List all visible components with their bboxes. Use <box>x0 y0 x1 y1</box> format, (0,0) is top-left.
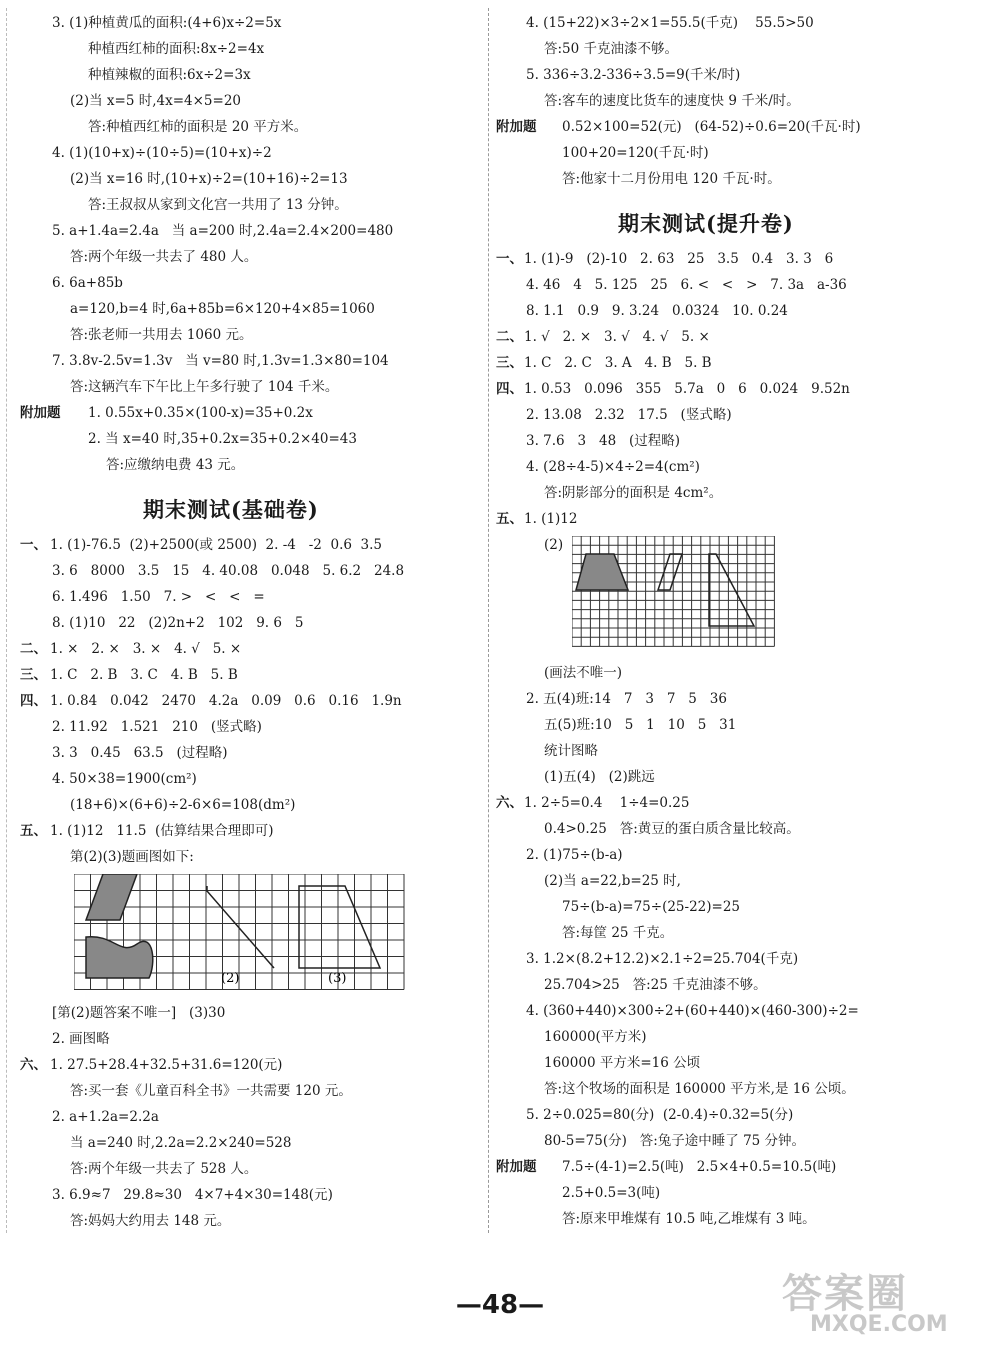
text-line: 80-5=75(分) 答:兔子途中睡了 75 分钟。 <box>544 1133 806 1149</box>
text-line: 1. √ 2. × 3. √ 4. √ 5. × <box>524 329 710 345</box>
text-line: 4. (28÷4-5)×4÷2=4(cm²) <box>526 459 700 475</box>
page-number: —48— <box>455 1290 545 1320</box>
section-title: 期末测试(提升卷) <box>618 211 794 236</box>
text-line: 4. 46 4 5. 125 25 6. < < > 7. 3a a-36 <box>526 277 847 293</box>
text-line: 4. 50×38=1900(cm²) <box>52 771 197 787</box>
text-line: 1. 0.84 0.042 2470 4.2a 0.09 0.6 0.16 1.9n <box>50 693 402 709</box>
text-line: 4. (1)(10+x)÷(10÷5)=(10+x)÷2 <box>52 145 272 161</box>
text-line: 3. 3 0.45 63.5 (过程略) <box>52 745 228 761</box>
text-line: 5. 2÷0.025=80(分) (2-0.4)÷0.32=5(分) <box>526 1107 794 1123</box>
text-line: (18+6)×(6+6)÷2-6×6=108(dm²) <box>70 797 296 813</box>
section-label: 五、 <box>496 511 523 527</box>
text-line: 答:两个年级一共去了 528 人。 <box>70 1161 258 1177</box>
fujia-label: 附加题 <box>496 1159 537 1175</box>
section-label: 六、 <box>496 795 523 811</box>
text-line: 答:应缴纳电费 43 元。 <box>106 457 245 473</box>
text-line: 2. 画图略 <box>52 1031 110 1047</box>
grid-figure <box>74 874 424 996</box>
text-line: 1. (1)12 11.5 (估算结果合理即可) <box>50 823 274 839</box>
text-line: (画法不唯一) <box>544 665 623 681</box>
grid-label-2: (2) <box>221 971 240 986</box>
section-label: 一、 <box>20 537 47 553</box>
text-line: 答:这个牧场的面积是 160000 平方米,是 16 公顷。 <box>544 1081 855 1097</box>
text-line: 75÷(b-a)=75÷(25-22)=25 <box>562 899 741 915</box>
text-line: 8. (1)10 22 (2)2n+2 102 9. 6 5 <box>52 615 304 631</box>
text-line: 种植西红柿的面积:8x÷2=4x <box>88 41 265 57</box>
text-line: 1. C 2. C 3. A 4. B 5. B <box>524 355 712 371</box>
text-line: 答:妈妈大约用去 148 元。 <box>70 1213 231 1229</box>
text-line: 答:每筐 25 千克。 <box>562 925 674 941</box>
text-line: 3. 1.2×(8.2+12.2)×2.1÷2=25.704(千克) <box>526 951 799 967</box>
text-line: 1. (1)12 <box>524 511 578 527</box>
section-label: 五、 <box>20 823 47 839</box>
text-line: 统计图略 <box>544 743 598 759</box>
text-line: 100+20=120(千瓦·时) <box>562 145 709 161</box>
text-line: 160000 平方米=16 公顷 <box>544 1055 701 1071</box>
watermark-url: MXQE.COM <box>810 1312 948 1337</box>
grid-figure <box>572 536 792 652</box>
text-line: 5. a+1.4a=2.4a 当 a=200 时,2.4a=2.4×200=480 <box>52 223 394 239</box>
shaded-curved-shape <box>86 937 153 978</box>
watermark-logo <box>782 1262 982 1342</box>
text-line: 1. (1)-76.5 (2)+2500(或 2500) 2. -4 -2 0.6 3.5 <box>50 537 383 553</box>
shaded-trapezoid <box>576 554 628 590</box>
section-label: 一、 <box>496 251 523 267</box>
text-line: 第(2)(3)题画图如下: <box>70 849 194 865</box>
text-line: 答:原来甲堆煤有 10.5 吨,乙堆煤有 3 吨。 <box>562 1211 816 1227</box>
text-line: 答:客车的速度比货车的速度快 9 千米/时。 <box>544 93 800 109</box>
text-line: 1. 0.53 0.096 355 5.7a 0 6 0.024 9.52n <box>524 381 850 397</box>
text-line: 7. 3.8v-2.5v=1.3v 当 v=80 时,1.3v=1.3×80=104 <box>52 353 389 369</box>
text-line: 7.5÷(4-1)=2.5(吨) 2.5×4+0.5=10.5(吨) <box>562 1159 837 1175</box>
text-line: 8. 1.1 0.9 9. 3.24 0.0324 10. 0.24 <box>526 303 788 319</box>
text-line: 2. 五(4)班:14 7 3 7 5 36 <box>526 691 727 707</box>
text-line: 1. (1)-9 (2)-10 2. 63 25 3.5 0.4 3. 3 6 <box>524 251 834 267</box>
section-label: 二、 <box>496 329 523 345</box>
text-line: 0.4>0.25 答:黄豆的蛋白质含量比较高。 <box>544 821 800 837</box>
text-line: 答:两个年级一共去了 480 人。 <box>70 249 258 265</box>
text-line: 2. 当 x=40 时,35+0.2x=35+0.2×40=43 <box>88 431 357 447</box>
left-margin-line <box>6 8 7 1233</box>
text-line: 1. 27.5+28.4+32.5+31.6=120(元) <box>50 1057 283 1073</box>
text-line: 0.52×100=52(元) (64-52)÷0.6=20(千瓦·时) <box>562 119 861 135</box>
text-line: (2)当 a=22,b=25 时, <box>544 873 681 889</box>
text-line: 3. (1)种植黄瓜的面积:(4+6)x÷2=5x <box>52 15 282 31</box>
text-line: 答:50 千克油漆不够。 <box>544 41 679 57</box>
fujia-label: 附加题 <box>496 119 537 135</box>
text-line: 1. 2÷5=0.4 1÷4=0.25 <box>524 795 690 811</box>
text-line: 种植辣椒的面积:6x÷2=3x <box>88 67 251 83</box>
text-line: 2.5+0.5=3(吨) <box>562 1185 661 1201</box>
text-line: 答:王叔叔从家到文化宫一共用了 13 分钟。 <box>88 197 348 213</box>
section-label: 四、 <box>20 693 47 709</box>
section-label: 二、 <box>20 641 47 657</box>
section-label: 四、 <box>496 381 523 397</box>
text-line: 4. (15+22)×3÷2×1=55.5(千克) 55.5>50 <box>526 15 814 31</box>
section-label: 三、 <box>20 667 47 683</box>
text-line: 6. 1.496 1.50 7. > < < = <box>52 589 265 605</box>
text-line: 1. C 2. B 3. C 4. B 5. B <box>50 667 238 683</box>
text-line: 2. (1)75÷(b-a) <box>526 847 623 863</box>
text-line: 1. × 2. × 3. × 4. √ 5. × <box>50 641 242 657</box>
text-line: (2)当 x=16 时,(10+x)÷2=(10+16)÷2=13 <box>70 171 348 187</box>
text-line: (1)五(4) (2)跳远 <box>544 769 655 785</box>
text-line: 五(5)班:10 5 1 10 5 31 <box>544 717 737 733</box>
text-line: 5. 336÷3.2-336÷3.5=9(千米/时) <box>526 67 741 83</box>
fujia-label: 附加题 <box>20 405 61 421</box>
drawn-trapezoid <box>299 886 380 968</box>
text-line: a=120,b=4 时,6a+85b=6×120+4×85=1060 <box>70 301 375 317</box>
text-line: 答:他家十二月份用电 120 千瓦·时。 <box>562 171 781 187</box>
text-line: 3. 6.9≈7 29.8≈30 4×7+4×30=148(元) <box>52 1187 333 1203</box>
text-line: 2. a+1.2a=2.2a <box>52 1109 159 1125</box>
text-line: 答:阴影部分的面积是 4cm²。 <box>544 485 723 501</box>
column-divider <box>488 8 489 1233</box>
text-line: 答:种植西红柿的面积是 20 平方米。 <box>88 119 308 135</box>
text-line: 4. (360+440)×300÷2+(60+440)×(460-300)÷2= <box>526 1003 859 1019</box>
text-line: 2. 11.92 1.521 210 (竖式略) <box>52 719 262 735</box>
text-line: 2. 13.08 2.32 17.5 (竖式略) <box>526 407 732 423</box>
text-line: 3. 7.6 3 48 (过程略) <box>526 433 681 449</box>
text-line: 160000(平方米) <box>544 1029 647 1045</box>
section-label: 三、 <box>496 355 523 371</box>
grid-label: (2) <box>544 537 564 553</box>
section-label: 六、 <box>20 1057 47 1073</box>
text-line: 25.704>25 答:25 千克油漆不够。 <box>544 977 767 993</box>
text-line: [第(2)题答案不唯一] (3)30 <box>52 1005 226 1021</box>
grid-label-3: (3) <box>328 971 347 986</box>
section-title: 期末测试(基础卷) <box>143 497 319 522</box>
text-line: 当 a=240 时,2.2a=2.2×240=528 <box>70 1135 292 1151</box>
shaded-parallelogram <box>86 874 137 920</box>
text-line: 答:这辆汽车下午比上午多行驶了 104 千米。 <box>70 379 339 395</box>
text-line: (2)当 x=5 时,4x=4×5=20 <box>70 93 242 109</box>
drawn-parallelogram <box>658 554 682 590</box>
text-line: 6. 6a+85b <box>52 275 123 291</box>
watermark-text: 答案圈 <box>782 1271 908 1317</box>
text-line: 答:张老师一共用去 1060 元。 <box>70 327 253 343</box>
text-line: 3. 6 8000 3.5 15 4. 40.08 0.048 5. 6.2 24.8 <box>52 563 405 579</box>
text-line: 1. 0.55x+0.35×(100-x)=35+0.2x <box>88 405 313 421</box>
drawn-line <box>207 886 274 968</box>
text-line: 答:买一套《儿童百科全书》一共需要 120 元。 <box>70 1083 352 1099</box>
